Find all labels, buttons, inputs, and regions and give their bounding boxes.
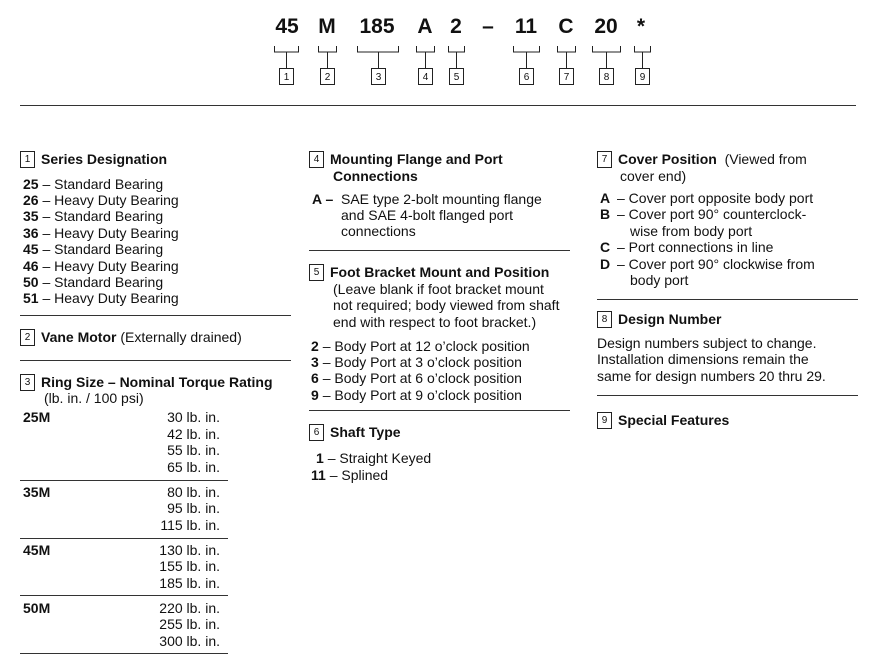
description-line: Installation dimensions remain the	[597, 351, 809, 367]
description-line: same for design numbers 20 thru 29.	[597, 368, 826, 384]
option-text: connections	[341, 223, 416, 239]
section-note: (Leave blank if foot bracket mount	[333, 281, 544, 297]
code-segment-cover: C	[558, 15, 574, 38]
ring-size-label: 45M	[23, 542, 51, 558]
code-segment-dash: –	[482, 15, 494, 38]
torque-value: 80 lb. in.	[167, 484, 220, 500]
section-title: Cover Position	[618, 151, 717, 167]
option-text: – Cover port 90° counterclock-	[617, 206, 807, 222]
list-item: 1 – Straight Keyed	[316, 450, 432, 466]
section-number: 4	[309, 151, 324, 168]
header-divider	[20, 105, 856, 106]
torque-value: 95 lb. in.	[167, 500, 220, 516]
section-number: 3	[20, 374, 35, 391]
torque-value: 155 lb. in.	[159, 558, 220, 574]
option-code: A	[600, 190, 611, 206]
list-item: 11 – Splined	[311, 467, 389, 483]
section-divider	[597, 395, 858, 396]
section-subtitle: (lb. in. / 100 psi)	[44, 390, 144, 406]
code-segment-type: M	[318, 15, 336, 38]
section-divider	[20, 360, 291, 361]
torque-value: 55 lb. in.	[167, 442, 220, 458]
code-number-1: 1	[279, 68, 294, 85]
option-code: C	[600, 239, 611, 255]
section-number: 8	[597, 311, 612, 328]
code-number-2: 2	[320, 68, 335, 85]
description-line: Design numbers subject to change.	[597, 335, 817, 351]
torque-value: 42 lb. in.	[167, 426, 220, 442]
code-number-4: 4	[418, 68, 433, 85]
option-text: and SAE 4-bolt flanged port	[341, 207, 514, 223]
option-code: A –	[312, 191, 334, 207]
section-divider	[597, 299, 858, 300]
section-number: 1	[20, 151, 35, 168]
torque-value: 65 lb. in.	[167, 459, 220, 475]
section-number: 7	[597, 151, 612, 168]
ring-size-label: 25M	[23, 409, 51, 425]
section-title: Ring Size – Nominal Torque Rating	[41, 374, 273, 390]
ring-size-label: 35M	[23, 484, 51, 500]
list-item: 25 – Standard Bearing	[23, 176, 164, 192]
code-brackets	[0, 0, 874, 120]
section-title: Special Features	[618, 412, 730, 428]
section-title: Design Number	[618, 311, 722, 327]
section-title: Series Designation	[41, 151, 168, 167]
code-segment-ring: 185	[359, 15, 395, 38]
code-number-3: 3	[371, 68, 386, 85]
section-divider	[309, 250, 570, 251]
option-code: B	[600, 206, 611, 222]
section-number: 9	[597, 412, 612, 429]
list-item: 35 – Standard Bearing	[23, 208, 164, 224]
torque-value: 30 lb. in.	[167, 409, 220, 425]
section-note: (Viewed from	[724, 151, 807, 167]
code-segment-shaft: 11	[514, 15, 538, 38]
code-segment-series: 45	[275, 15, 299, 38]
option-text: body port	[630, 272, 689, 288]
list-item: 51 – Heavy Duty Bearing	[23, 290, 179, 306]
option-text: wise from body port	[630, 223, 753, 239]
code-segment-flange: A	[417, 15, 433, 38]
section-number: 6	[309, 424, 324, 441]
torque-value: 255 lb. in.	[159, 616, 220, 632]
section-note: cover end)	[620, 168, 687, 184]
code-segment-special: *	[636, 15, 646, 38]
code-number-8: 8	[599, 68, 614, 85]
section-title-continued: Connections	[333, 168, 418, 184]
row-divider	[20, 480, 228, 481]
option-text: – Cover port 90° clockwise from	[617, 256, 815, 272]
option-text: – Cover port opposite body port	[617, 190, 814, 206]
list-item: 50 – Standard Bearing	[23, 274, 164, 290]
section-title: Mounting Flange and Port	[330, 151, 503, 167]
section-number: 2	[20, 329, 35, 346]
row-divider	[20, 538, 228, 539]
list-item: 45 – Standard Bearing	[23, 241, 164, 257]
torque-value: 185 lb. in.	[159, 575, 220, 591]
section-note: not required; body viewed from shaft	[333, 297, 560, 313]
list-item: 46 – Heavy Duty Bearing	[23, 258, 179, 274]
option-text: – Port connections in line	[617, 239, 774, 255]
code-number-7: 7	[559, 68, 574, 85]
section-title: Foot Bracket Mount and Position	[330, 264, 550, 280]
list-item: 6 – Body Port at 6 o’clock position	[311, 370, 522, 386]
option-code: D	[600, 256, 611, 272]
code-number-9: 9	[635, 68, 650, 85]
section-divider	[20, 315, 291, 316]
section-divider	[309, 410, 570, 411]
section-note: (Externally drained)	[120, 329, 242, 345]
code-number-6: 6	[519, 68, 534, 85]
section-number: 5	[309, 264, 324, 281]
section-title: Shaft Type	[330, 424, 401, 440]
list-item: 2 – Body Port at 12 o’clock position	[311, 338, 530, 354]
option-text: SAE type 2-bolt mounting flange	[341, 191, 542, 207]
torque-value: 220 lb. in.	[159, 600, 220, 616]
list-item: 3 – Body Port at 3 o’clock position	[311, 354, 522, 370]
row-divider	[20, 595, 228, 596]
torque-value: 130 lb. in.	[159, 542, 220, 558]
section-title: Vane Motor	[41, 329, 117, 345]
code-segment-design: 20	[594, 15, 618, 38]
torque-value: 115 lb. in.	[160, 517, 220, 533]
list-item: 36 – Heavy Duty Bearing	[23, 225, 179, 241]
list-item: 26 – Heavy Duty Bearing	[23, 192, 179, 208]
row-divider	[20, 653, 228, 654]
section-note: end with respect to foot bracket.)	[333, 314, 537, 330]
ring-size-label: 50M	[23, 600, 51, 616]
code-number-5: 5	[449, 68, 464, 85]
torque-value: 300 lb. in.	[159, 633, 220, 649]
list-item: 9 – Body Port at 9 o’clock position	[311, 387, 522, 403]
code-segment-foot: 2	[450, 15, 462, 38]
